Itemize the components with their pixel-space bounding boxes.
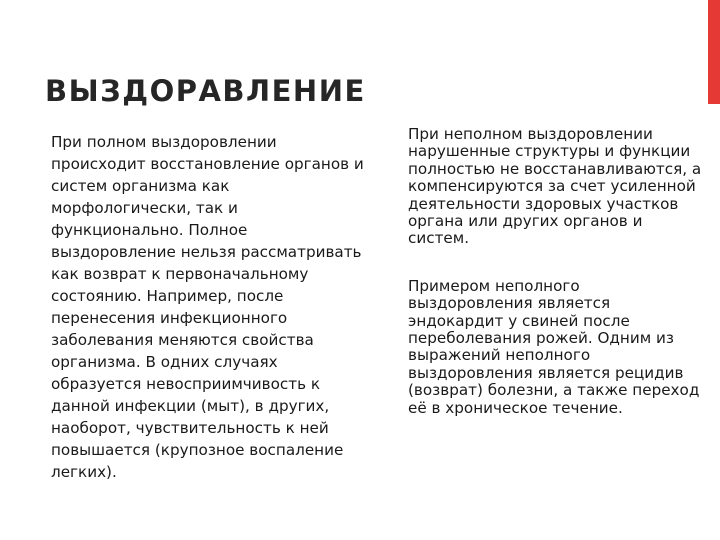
slide-title: ВЫЗДОРАВЛЕНИЕ xyxy=(45,74,366,108)
right-paragraph-example: Примером неполного выздоровления является эндокардит у свиней после переболевания рожей. Одним из выражений неполного выздоровления является рецидив (возврат) болезни, а также переход её в хроническое течение. xyxy=(408,276,700,417)
left-column-text: При полном выздоровлении происходит восстановление органов и систем организма как морфологически, так и функционально. Полное выздоровление нельзя рассматривать как возврат к первоначальному состоянию. Например, после перенесения инфекционного заболевания меняются свойства организма. В одних случаях образуется невосприимчивость к данной инфекции (мыт), в других, наоборот, чувствительность к ней повышается (крупозное воспаление легких). xyxy=(51,133,364,481)
right-column xyxy=(408,126,706,417)
right-paragraph-incomplete-recovery: При неполном выздоровлении нарушенные структуры и функции полностью не восстанавливаются, а компенсируются за счет усиленной деятельности здоровых участков органа или других органов и систем. xyxy=(408,125,702,248)
accent-bar xyxy=(708,0,720,104)
